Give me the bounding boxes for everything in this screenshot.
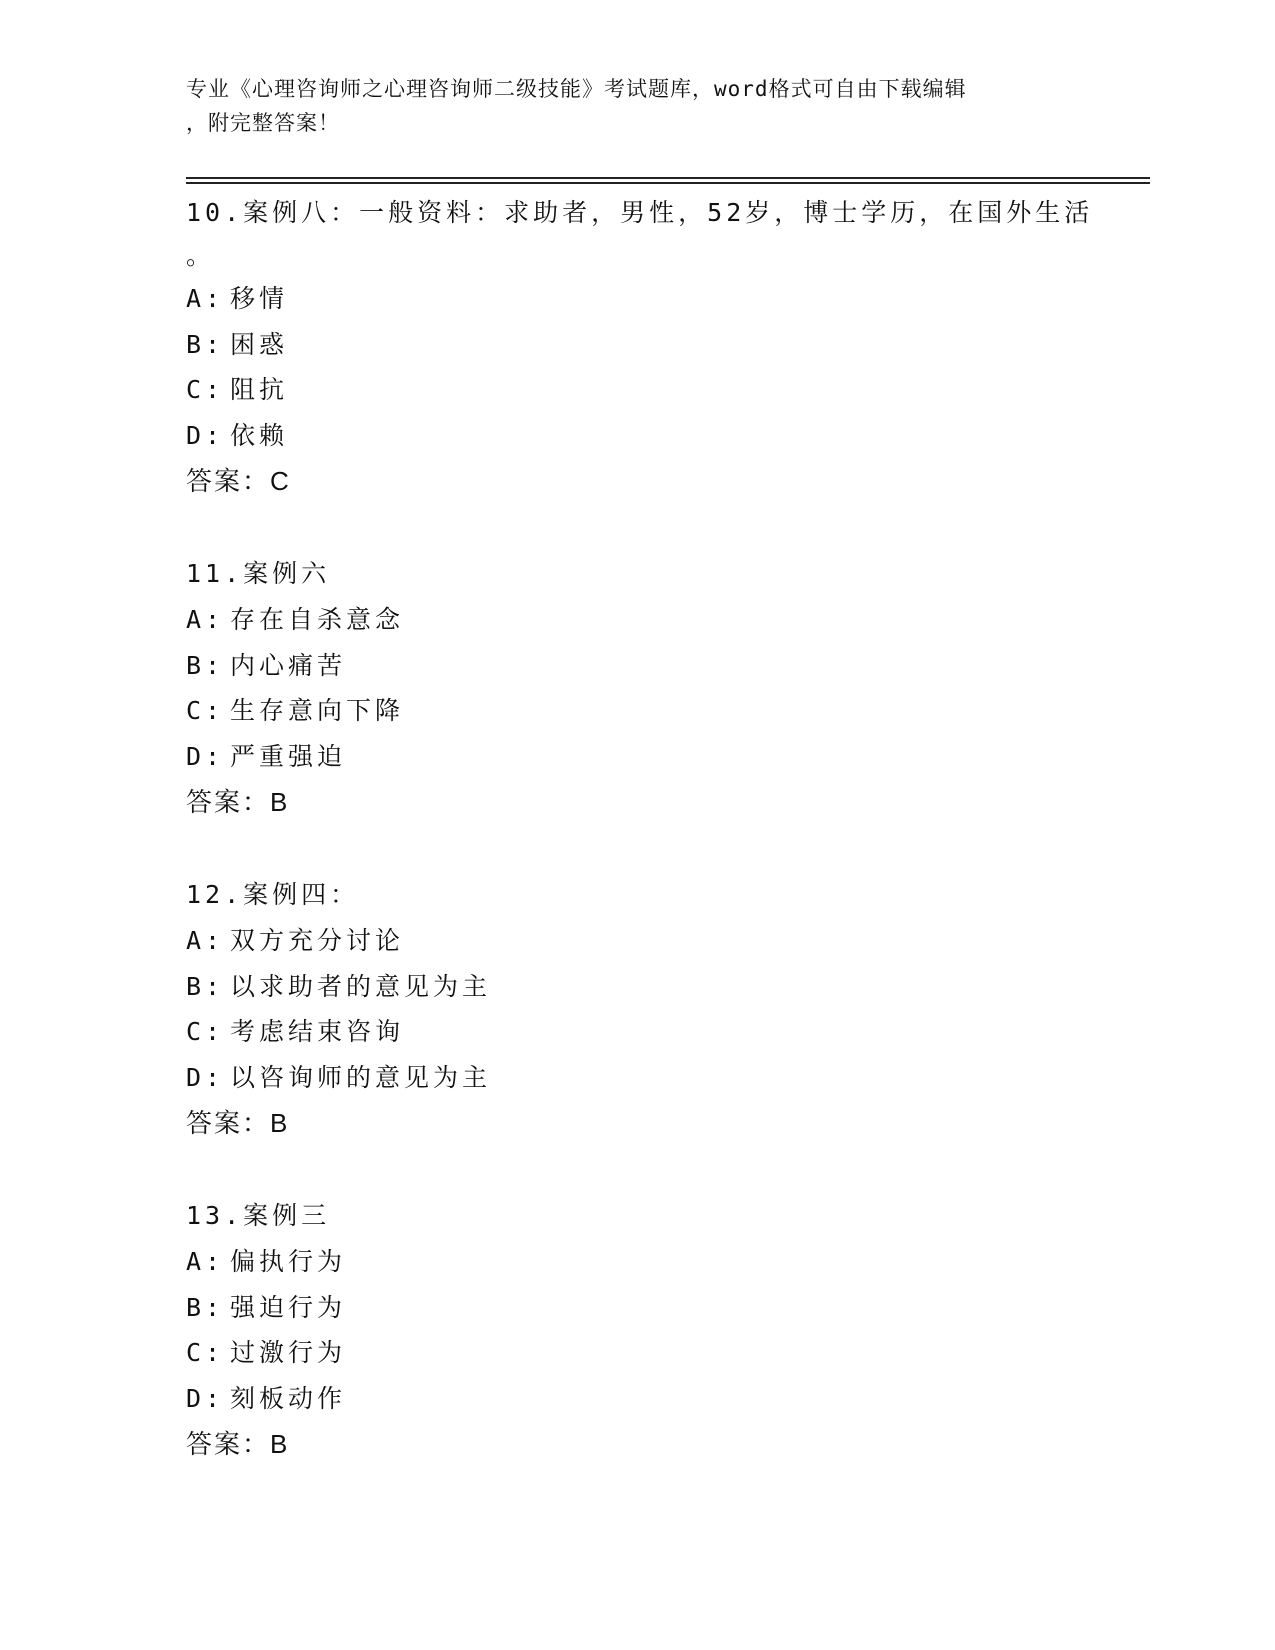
option-b	[186, 1285, 1146, 1331]
question-10	[186, 190, 1146, 504]
option-text: 偏执行为	[230, 1247, 347, 1276]
option-key: B:	[186, 329, 225, 359]
option-text: 以咨询师的意见为主	[230, 1062, 492, 1092]
answer-line: 答案：B	[186, 1108, 290, 1138]
option-key: C:	[186, 1338, 225, 1367]
option-key: A:	[186, 1247, 225, 1276]
option-text: 强迫行为	[230, 1292, 347, 1322]
question-list	[186, 190, 1146, 1514]
header-divider-top	[186, 177, 1150, 179]
header-divider-bottom	[186, 182, 1150, 184]
document-header	[186, 72, 1066, 140]
question-12	[186, 872, 1146, 1146]
answer-line: 答案：B	[186, 787, 290, 817]
option-key: D:	[186, 741, 225, 771]
option-text: 内心痛苦	[230, 650, 347, 680]
option-key: D:	[186, 420, 225, 450]
option-key: D:	[186, 1383, 225, 1413]
option-text: 过激行为	[230, 1338, 347, 1367]
question-stem: 12.案例四：	[186, 880, 360, 909]
option-b	[186, 322, 1146, 368]
option-text: 移情	[230, 284, 289, 313]
option-b	[186, 964, 1146, 1010]
option-text: 阻抗	[230, 375, 289, 404]
option-key: A:	[186, 926, 225, 955]
question-11	[186, 551, 1146, 825]
option-text: 以求助者的意见为主	[230, 971, 492, 1001]
option-key: A:	[186, 605, 225, 634]
option-b	[186, 643, 1146, 689]
option-key: B:	[186, 971, 225, 1001]
option-c	[186, 688, 1146, 734]
option-key: C:	[186, 375, 225, 404]
option-a	[186, 1239, 1146, 1285]
question-stem-continuation: 。	[186, 241, 216, 270]
question-stem: 11.案例六	[186, 559, 331, 588]
option-d	[186, 1055, 1146, 1101]
option-text: 双方充分讨论	[230, 926, 405, 955]
option-text: 严重强迫	[230, 741, 347, 771]
option-c	[186, 1009, 1146, 1055]
option-text: 考虑结束咨询	[230, 1017, 405, 1046]
option-text: 困惑	[230, 329, 289, 359]
header-line-2: ，附完整答案！	[186, 111, 340, 135]
question-stem: 13.案例三	[186, 1201, 331, 1230]
answer-line: 答案：C	[186, 466, 291, 496]
question-stem: 10.案例八：一般资料：求助者，男性，52岁，博士学历，在国外生活	[186, 198, 1094, 227]
option-a	[186, 276, 1146, 322]
option-d	[186, 1376, 1146, 1422]
question-13	[186, 1193, 1146, 1467]
option-text: 刻板动作	[230, 1383, 347, 1413]
option-c	[186, 367, 1146, 413]
option-text: 生存意向下降	[230, 696, 405, 725]
option-key: C:	[186, 696, 225, 725]
option-a	[186, 597, 1146, 643]
option-key: B:	[186, 1292, 225, 1322]
header-line-1: 专业《心理咨询师之心理咨询师二级技能》考试题库，word格式可自由下载编辑	[186, 77, 967, 101]
option-c	[186, 1330, 1146, 1376]
option-key: B:	[186, 650, 225, 680]
answer-line: 答案：B	[186, 1429, 290, 1459]
option-text: 依赖	[230, 420, 289, 450]
option-a	[186, 918, 1146, 964]
option-key: C:	[186, 1017, 225, 1046]
option-text: 存在自杀意念	[230, 605, 405, 634]
option-d	[186, 734, 1146, 780]
option-d	[186, 413, 1146, 459]
option-key: D:	[186, 1062, 225, 1092]
option-key: A:	[186, 284, 225, 313]
